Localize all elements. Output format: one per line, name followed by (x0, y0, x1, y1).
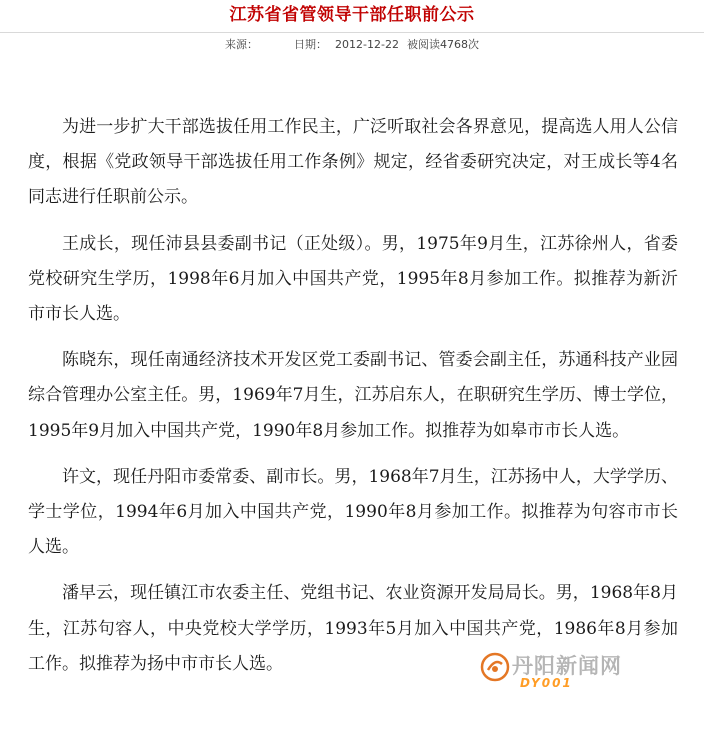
date-label: 日期： (294, 38, 328, 51)
paragraph-candidate: 潘早云，现任镇江市农委主任、党组书记、农业资源开发局局长。男，1968年8月生，江苏句容人，中央党校大学学历，1993年5月加入中国共产党，1986年8月参加工作。拟推荐为扬中市市长人选。 (28, 583, 678, 674)
article-meta (0, 36, 704, 52)
article-body (28, 110, 678, 693)
date-value: 2012-12-22 (335, 38, 399, 51)
watermark-domain: DY001 (520, 676, 573, 690)
watermark-name: 丹阳新闻网 (512, 654, 622, 678)
paragraph-candidate: 许文，现任丹阳市委常委、副市长。男，1968年7月生，江苏扬中人，大学学历、学士学位，1994年6月加入中国共产党，1990年8月参加工作。拟推荐为句容市市长人选。 (28, 466, 678, 558)
paragraph-candidate: 陈晓东，现任南通经济技术开发区党工委副书记、管委会副主任，苏通科技产业园综合管理办公室主任。男，1969年7月生，江苏启东人，在职研究生学历、博士学位，1995年9月加入中国共产党，1990年8月参加工作。拟推荐为如皋市市长人选。 (28, 350, 678, 441)
source-label: 来源： (225, 38, 259, 51)
paragraph-intro: 为进一步扩大干部选拔任用工作民主，广泛听取社会各界意见，提高选人用人公信度，根据《党政领导干部选拔任用工作条例》规定，经省委研究决定，对王成长等4名同志进行任职前公示。 (28, 117, 678, 208)
page-title: 江苏省省管领导干部任职前公示 (229, 4, 475, 25)
paragraph-candidate: 王成长，现任沛县县委副书记（正处级）。男，1975年9月生，江苏徐州人，省委党校研究生学历，1998年6月加入中国共产党，1995年8月参加工作。拟推荐为新沂市市长人选。 (28, 233, 678, 325)
title-bar (0, 0, 704, 33)
view-count: 被阅读4768次 (406, 38, 479, 51)
